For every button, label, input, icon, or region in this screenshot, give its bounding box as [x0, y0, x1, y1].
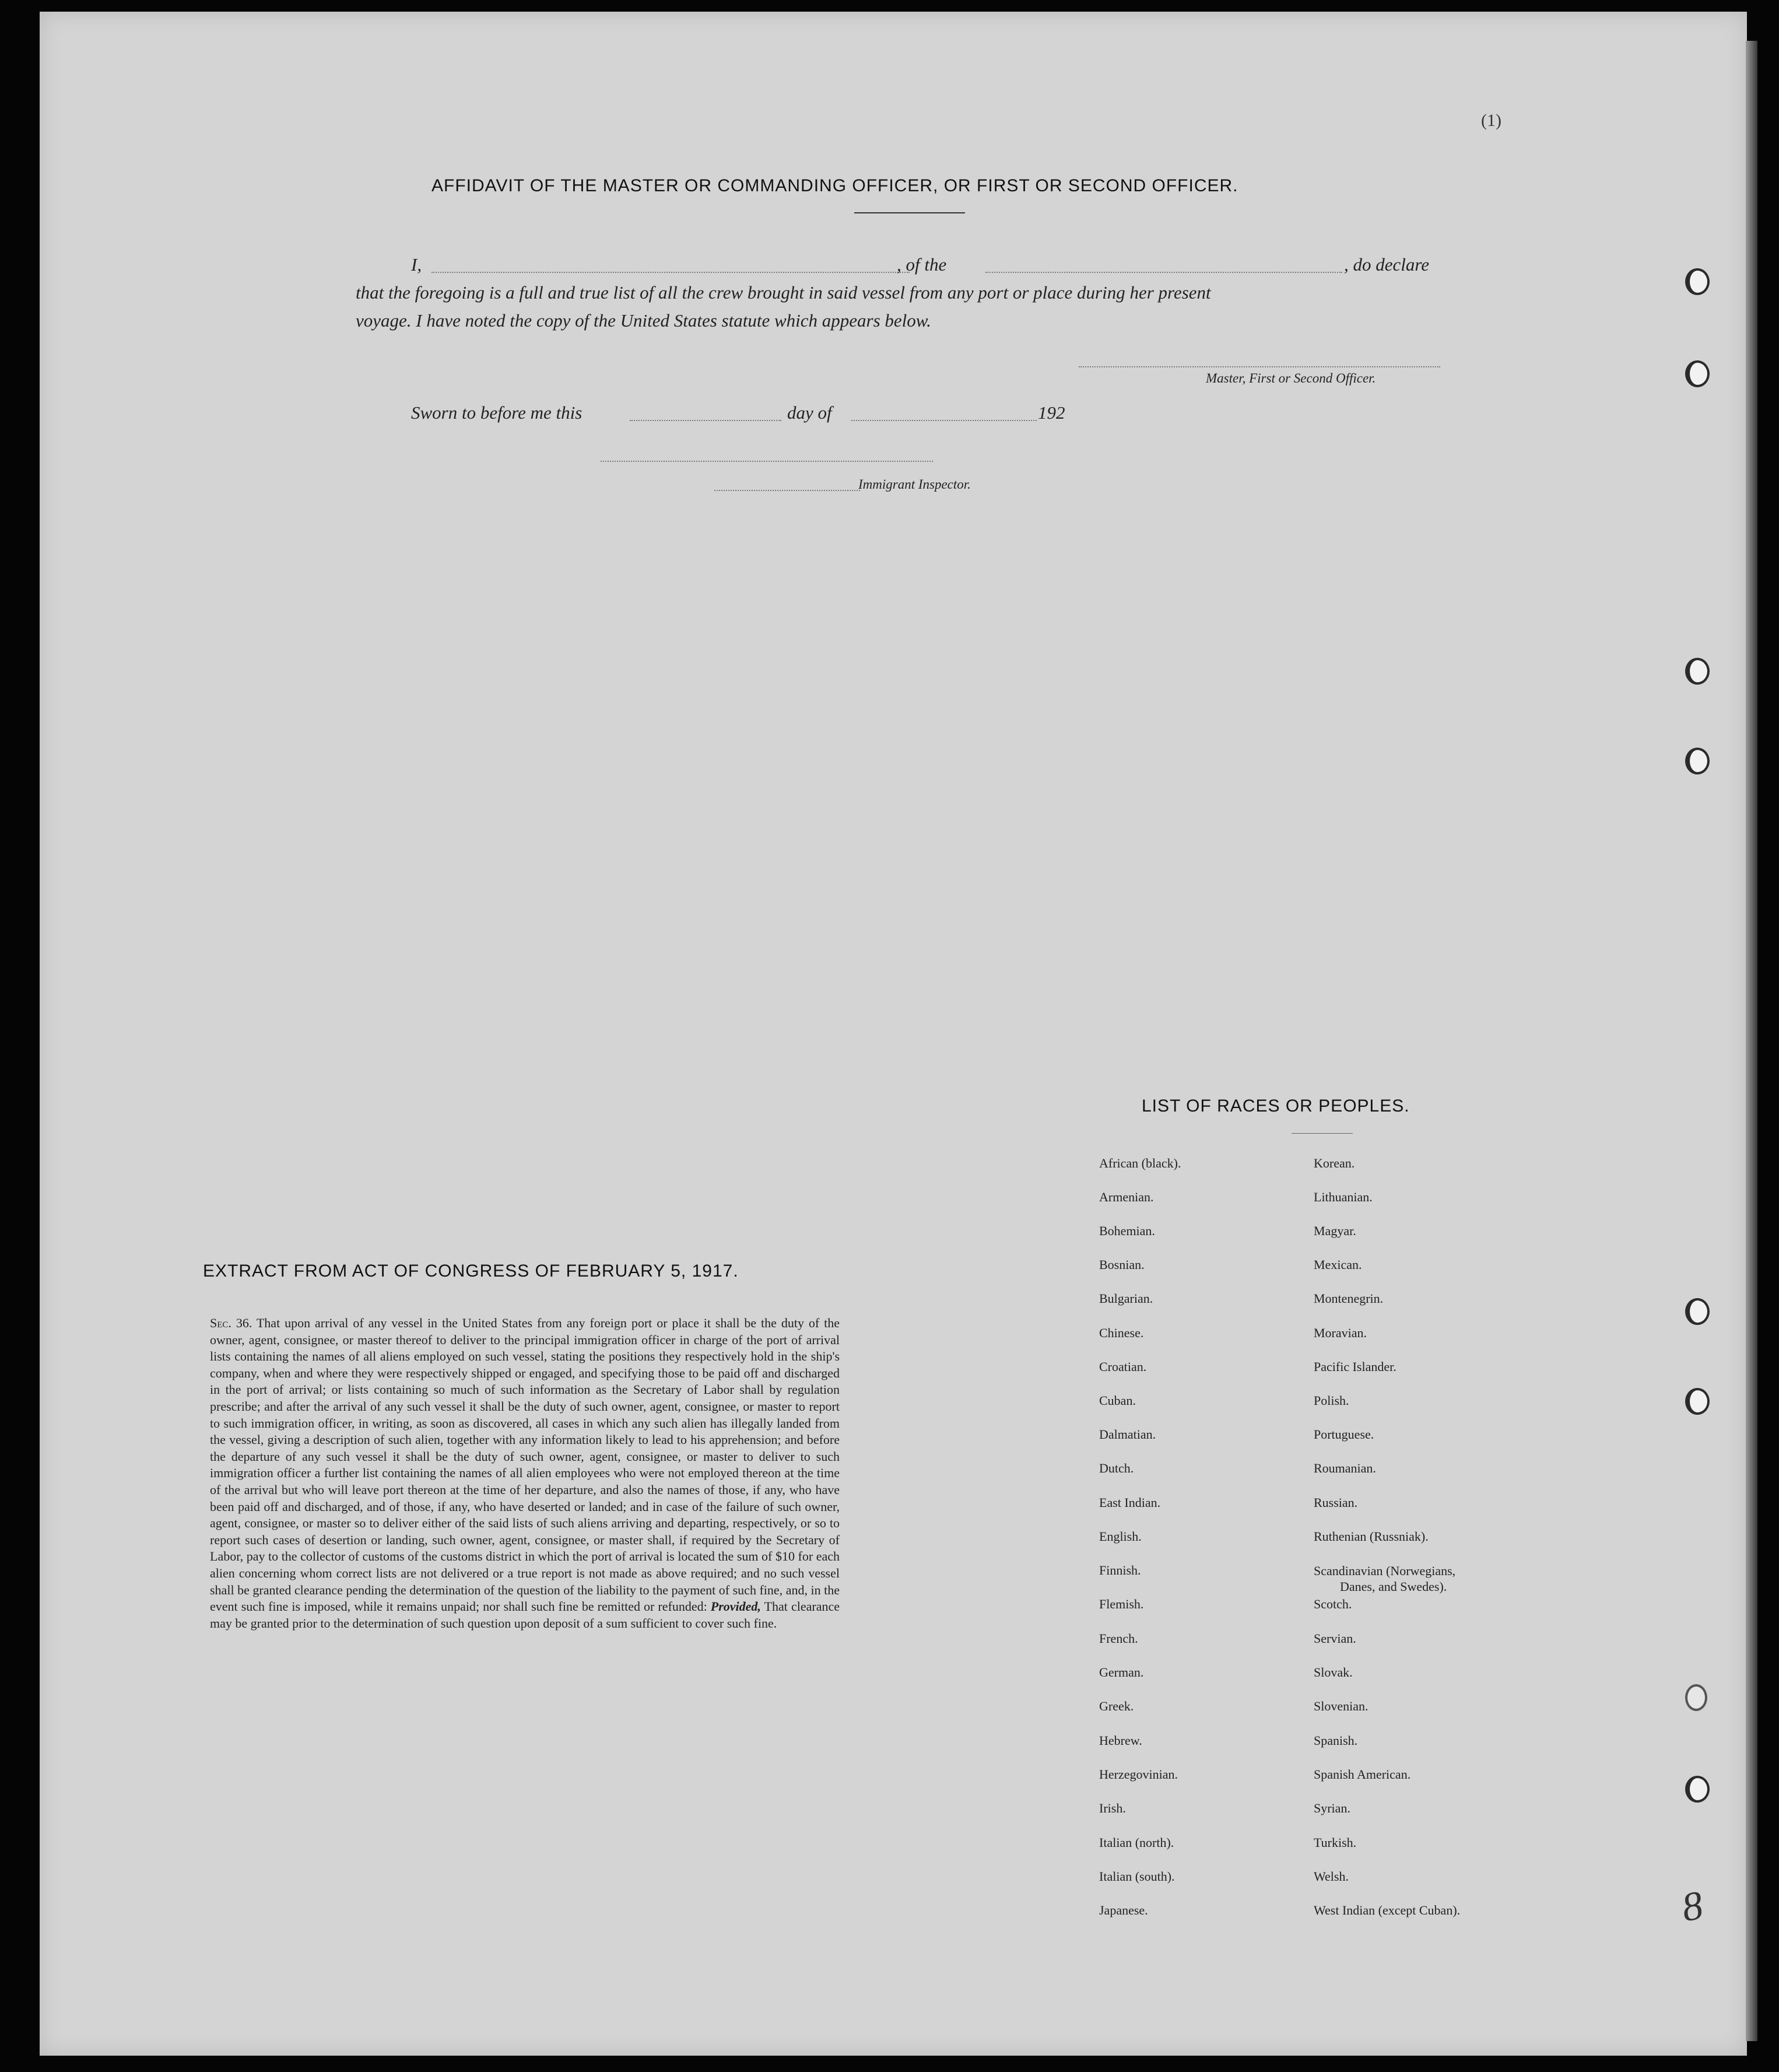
handwritten-page-number: 8 — [1678, 1882, 1707, 1931]
declaration-of-the: , of the — [897, 254, 947, 275]
declaration-line-3: voyage. I have noted the copy of the United States statute which appears below. — [356, 310, 931, 331]
inspector-short-line — [714, 490, 860, 491]
race-item: Hebrew. — [1099, 1733, 1142, 1748]
race-item: Flemish. — [1099, 1597, 1144, 1611]
section-label: Sec. 36. — [210, 1316, 252, 1330]
signature-line — [1079, 366, 1440, 367]
race-item: Cuban. — [1099, 1393, 1136, 1408]
corner-mark: (1) — [1481, 111, 1501, 130]
sworn-day-of: day of — [787, 402, 832, 423]
provided-label: Provided, — [710, 1599, 761, 1614]
binder-hole — [1685, 268, 1710, 295]
race-item: Croatian. — [1099, 1359, 1147, 1374]
race-item: Bohemian. — [1099, 1223, 1155, 1238]
race-item: Slovak. — [1314, 1665, 1353, 1680]
race-item: Finnish. — [1099, 1563, 1141, 1577]
race-item: Italian (south). — [1099, 1869, 1175, 1884]
race-item: French. — [1099, 1631, 1138, 1646]
race-item: Italian (north). — [1099, 1835, 1174, 1850]
sworn-year: 192 — [1038, 402, 1065, 423]
declaration-line-2: that the foregoing is a full and true list of all the crew brought in said vessel from any port or place during her present — [356, 282, 1211, 303]
name-blank — [431, 272, 910, 273]
race-item: Bulgarian. — [1099, 1291, 1153, 1306]
race-item: Polish. — [1314, 1393, 1349, 1408]
race-item-scandinavian — [1314, 1563, 1535, 1594]
race-item: Magyar. — [1314, 1223, 1356, 1238]
race-item: Dalmatian. — [1099, 1427, 1156, 1442]
race-item: Turkish. — [1314, 1835, 1357, 1850]
race-item: Spanish. — [1314, 1733, 1358, 1748]
races-title: LIST OF RACES OR PEOPLES. — [1142, 1096, 1410, 1116]
race-item: West Indian (except Cuban). — [1314, 1903, 1461, 1917]
race-item: Lithuanian. — [1314, 1190, 1373, 1204]
race-item: Chinese. — [1099, 1326, 1144, 1340]
race-item: Mexican. — [1314, 1257, 1362, 1272]
race-item: Ruthenian (Russniak). — [1314, 1529, 1429, 1544]
binder-hole — [1685, 1684, 1707, 1711]
vessel-blank — [985, 272, 1342, 273]
extract-title: EXTRACT FROM ACT OF CONGRESS OF FEBRUARY 5, 1917. — [203, 1261, 739, 1281]
affidavit-title: AFFIDAVIT OF THE MASTER OR COMMANDING OFFICER, OR FIRST OR SECOND OFFICER. — [431, 176, 1238, 195]
race-item: Korean. — [1314, 1156, 1355, 1170]
race-item: Moravian. — [1314, 1326, 1367, 1340]
race-item: Syrian. — [1314, 1801, 1350, 1815]
race-item-line: Danes, and Swedes). — [1340, 1579, 1447, 1594]
race-item: Dutch. — [1099, 1461, 1134, 1475]
race-item: Greek. — [1099, 1699, 1134, 1713]
race-item: English. — [1099, 1529, 1142, 1544]
race-item-line: Scandinavian (Norwegians, — [1314, 1563, 1456, 1578]
declaration-do-declare: , do declare — [1344, 254, 1430, 275]
sworn-text: Sworn to before me this — [411, 402, 583, 423]
race-item: Armenian. — [1099, 1190, 1154, 1204]
binder-hole — [1685, 360, 1710, 387]
race-item: Japanese. — [1099, 1903, 1148, 1917]
race-item: Montenegrin. — [1314, 1291, 1384, 1306]
binder-hole — [1685, 1298, 1710, 1325]
race-item: Pacific Islander. — [1314, 1359, 1396, 1374]
race-item: Servian. — [1314, 1631, 1356, 1646]
inspector-label: Immigrant Inspector. — [858, 477, 971, 492]
race-item: Slovenian. — [1314, 1699, 1369, 1713]
statute-body: That upon arrival of any vessel in the United States from any foreign port or place it shall be the duty of the owner, agent, consignee, or master thereof to deliver to the principal immigration officer in charge of the port of arrival lists containing the names of all aliens employed on such vessel, stating the positions they respectively hold in the ship's company, when and where they were respectively shipped or engaged, and specifying those to be paid off and discharged in the port of arrival; or lists containing so much of such information as the Secretary of Labor shall by regulation prescribe; and after the arrival of any such vessel it shall be the duty of such owner, agent, consignee, or master to report to such immigration officer, in writing, as soon as discovered, all cases in which any such alien has illegally landed from the vessel, giving a description of such alien, together with any information likely to lead to his apprehension; and before the departure of any such vessel it shall be the duty of such owner, agent, consignee, or master to deliver to such immigration officer a further list containing the names of all alien employees who were not employed thereon at the time of the arrival but who will leave port thereon at the time of her departure, and also the names of those, if any, who have been paid off and discharged, and of those, if any, who have deserted or landed; and in case of the failure of such owner, agent, consignee, or master so to deliver either of the said lists of such aliens arriving and departing, respectively, or so to report such cases of desertion or landing, such owner, agent, consignee, or master shall, if required by the Secretary of Labor, pay to the collector of customs of the customs district in which the port of arrival is located the sum of $10 for each alien concerning whom correct lists are not delivered or a true report is not made as above required; and no such vessel shall be granted clearance pending the determination of the question of the liability to the payment of such fine, and, in the event such fine is imposed, while it remains unpaid; nor shall such fine be remitted or refunded: — [210, 1316, 840, 1614]
race-item: Roumanian. — [1314, 1461, 1376, 1475]
race-item: Welsh. — [1314, 1869, 1349, 1884]
inspector-signature-line — [601, 461, 933, 462]
race-item: East Indian. — [1099, 1495, 1161, 1510]
statute-body-end: That clearance may be granted prior to the determination of such question upon deposit of a sum sufficient to cover such fine. — [210, 1599, 840, 1631]
race-item: Portuguese. — [1314, 1427, 1374, 1442]
race-item: Herzegovinian. — [1099, 1767, 1178, 1782]
signature-label: Master, First or Second Officer. — [1206, 371, 1376, 385]
month-blank — [851, 420, 1037, 421]
statute-text — [210, 1315, 840, 1632]
race-item: African (black). — [1099, 1156, 1181, 1170]
race-item: Scotch. — [1314, 1597, 1352, 1611]
race-item: Spanish American. — [1314, 1767, 1411, 1782]
race-item: German. — [1099, 1665, 1144, 1680]
title-divider — [854, 212, 965, 213]
race-item: Irish. — [1099, 1801, 1126, 1815]
binder-hole — [1685, 748, 1710, 774]
binder-hole — [1685, 1776, 1710, 1803]
race-item: Russian. — [1314, 1495, 1358, 1510]
declaration-i: I, — [411, 254, 422, 275]
page-edge — [1746, 41, 1757, 2041]
binder-hole — [1685, 1388, 1710, 1415]
day-blank — [630, 420, 781, 421]
binder-hole — [1685, 658, 1710, 685]
race-item: Bosnian. — [1099, 1257, 1145, 1272]
races-divider — [1292, 1133, 1353, 1134]
